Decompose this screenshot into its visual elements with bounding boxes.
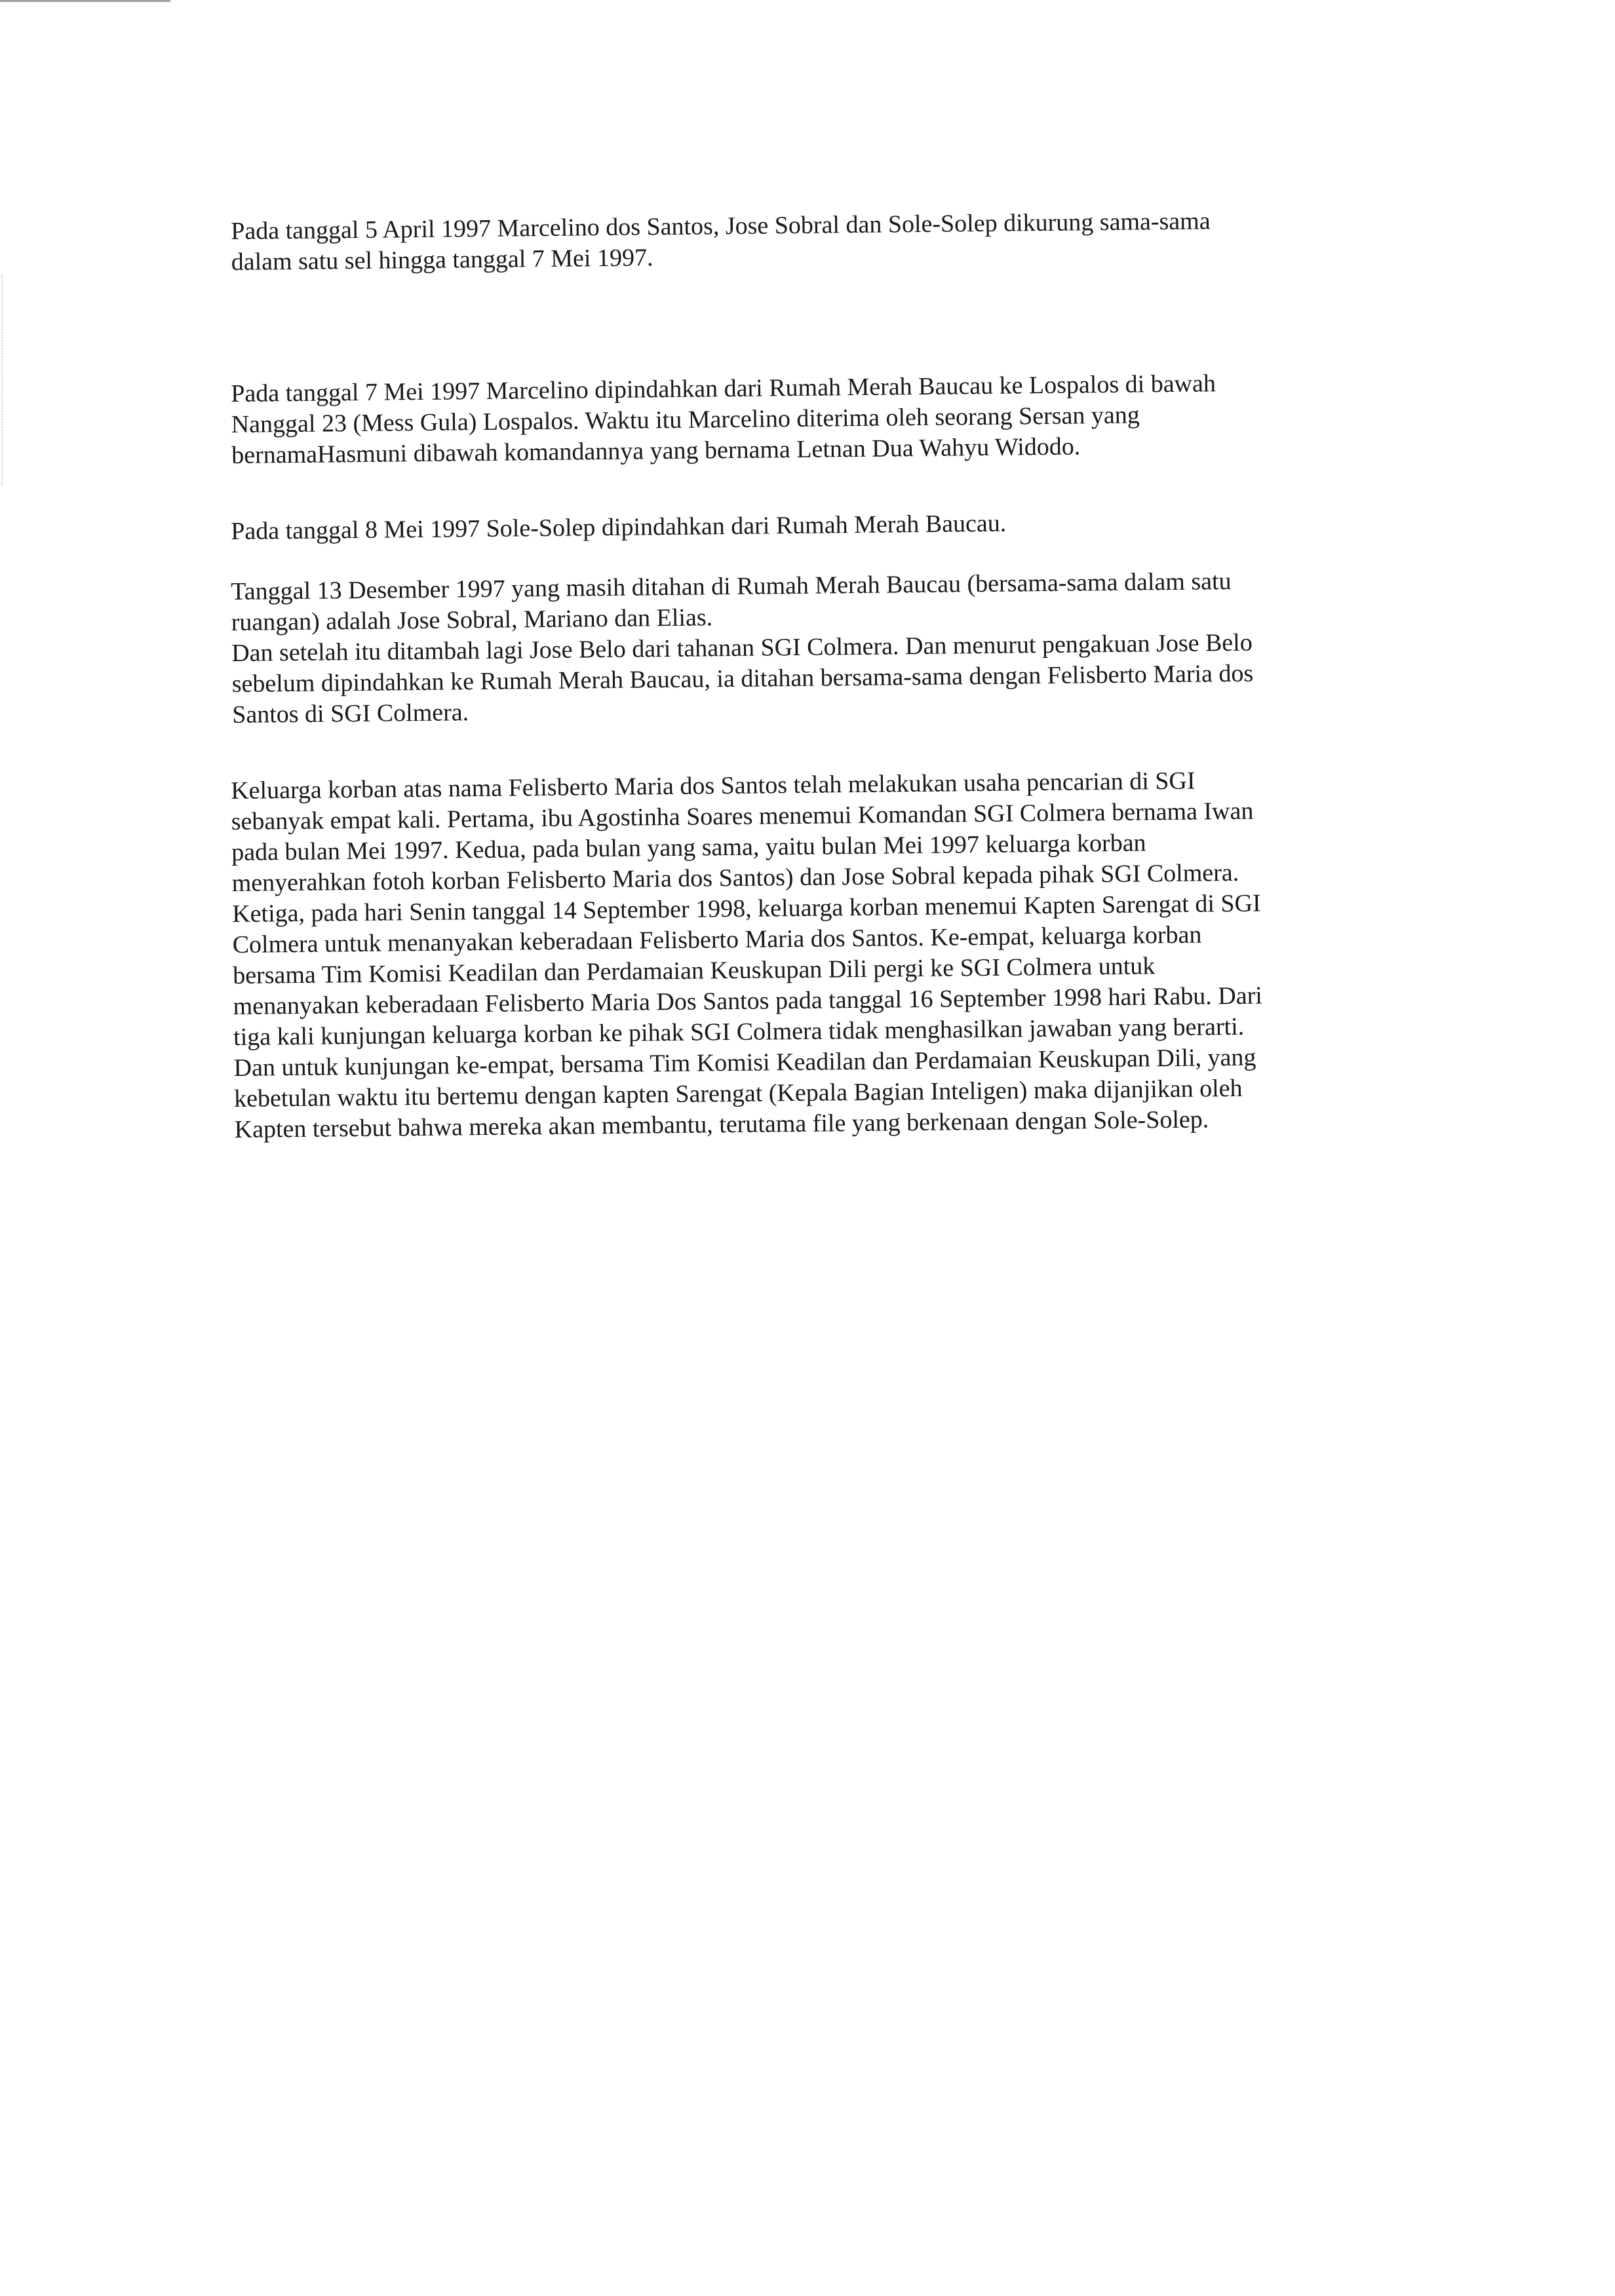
document-paragraph [231,204,1369,278]
paragraph-text: Pada tanggal 5 April 1997 Marcelino dos Santos, Jose Sobral dan Sole-Solep dikurung sama-sama dalam satu sel hingga tanggal 7 Mei 1997. [231,207,1211,276]
paragraph-text: Pada tanggal 7 Mei 1997 Marcelino dipindahkan dari Rumah Merah Baucau ke Lospalos di bawah Nanggal 23 (Mess Gula) Lospalos. Waktu itu Marcelino diterima oleh seorang Sersan yang bernamaHasmuni dibawah komandannya yang bernama Letnan Dua Wahyu Widodo. [231,370,1216,469]
document-paragraph [231,367,1369,471]
paragraph-text: Tanggal 13 Desember 1997 yang masih ditahan di Rumah Merah Baucau (bersama-sama dalam satu ruangan) adalah Jose Sobral, Mariano dan Elias. Dan setelah itu ditambah lagi Jose Belo dari tahanan SGI Colmera. Dan menurut pengakuan Jose Belo sebelum dipindahkan ke Rumah Merah Baucau, ia ditahan bersama-sama dengan Felisberto Maria dos Santos di SGI Colmera. [231,567,1254,729]
document-paragraph [231,764,1372,1145]
paragraph-text: Keluarga korban atas nama Felisberto Maria dos Santos telah melakukan usaha pencarian di SGI sebanyak empat kali. Pertama, ibu Agostinha Soares menemui Komandan SGI Colmera bernama Iwan pada bulan Mei 1997. Kedua, pada bulan yang sama, yaitu bulan Mei 1997 keluarga korban menyerahkan fotoh korban Felisberto Maria dos Santos) dan Jose Sobral kepada pihak SGI Colmera. Ketiga, pada hari Senin tanggal 14 September 1998, keluarga korban menemui Kapten Sarengat di SGI Colmera untuk menanyakan keberadaan Felisberto Maria dos Santos. Ke-empat, keluarga korban bersama Tim Komisi Keadilan dan Perdamaian Keuskupan Dili pergi ke SGI Colmera untuk menanyakan keberadaan Felisberto Maria Dos Santos pada tanggal 16 September 1998 hari Rabu. Dari tiga kali kunjungan keluarga korban ke pihak SGI Colmera tidak menghasilkan jawaban yang berarti. Dan untuk kunjungan ke-empat, bersama Tim Komisi Keadilan dan Perdamaian Keuskupan Dili, yang kebetulan waktu itu bertemu dengan kapten Sarengat (Kepala Bagian Inteligen) maka dijanjikan oleh Kapten tersebut bahwa mereka akan membantu, terutama file yang berkenaan dengan Sole-Solep. [231,767,1263,1143]
scan-margin-mark [1,275,3,485]
scan-edge-mark [0,0,170,9]
document-paragraph [231,505,1369,547]
document-paragraph [231,565,1370,731]
paragraph-text: Pada tanggal 8 Mei 1997 Sole-Solep dipindahkan dari Rumah Merah Baucau. [231,509,1007,545]
